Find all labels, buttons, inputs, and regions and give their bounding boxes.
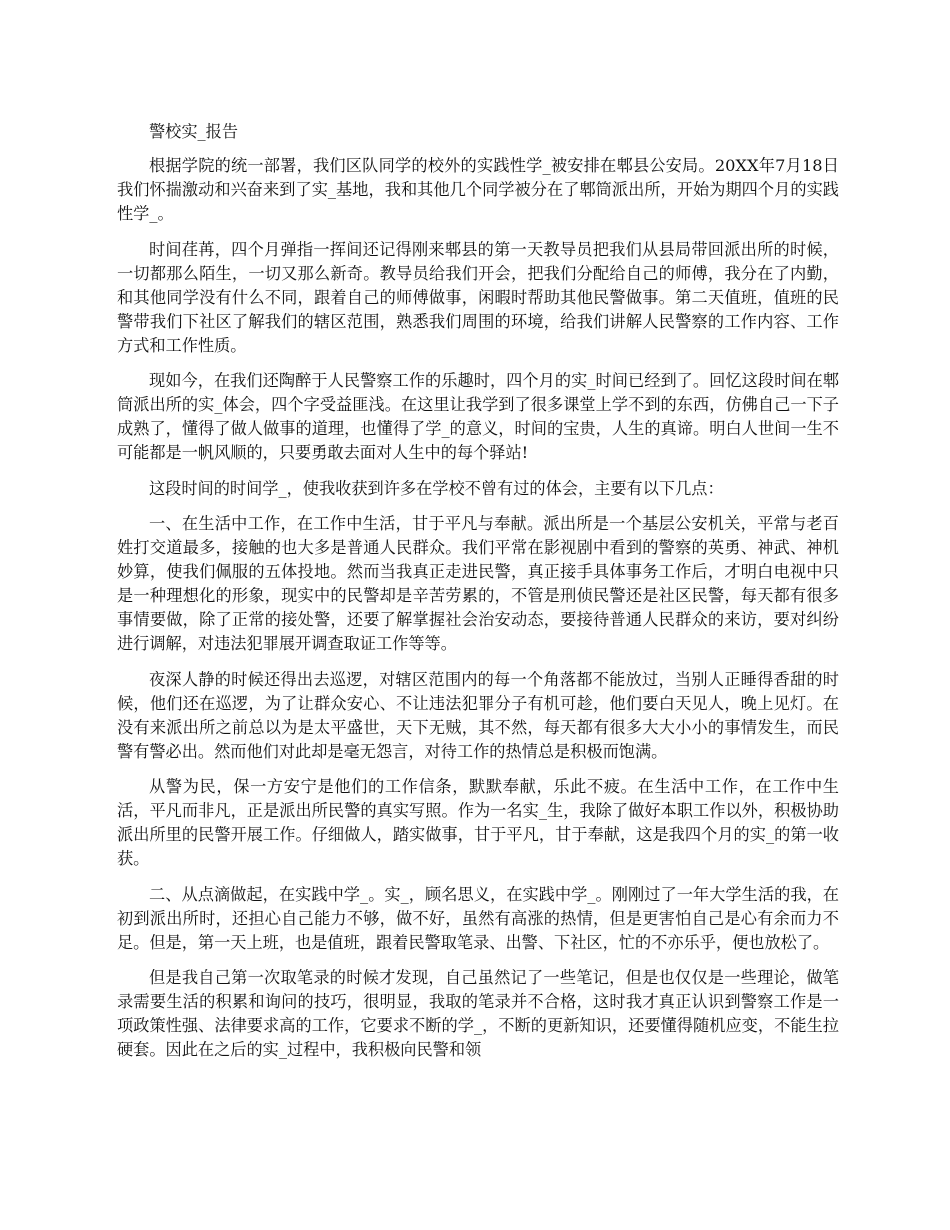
document-title: 警校实_报告 bbox=[149, 122, 239, 141]
paragraph-2: 时间荏苒，四个月弹指一挥间还记得刚来郫县的第一天教导员把我们从县局带回派出所的时候，一切都那么陌生，一切又那么新奇。教导员给我们开会，把我们分配给自己的师傅，我分在了内勤，和其他同学没有什么不同，跟着自己的师傅做事，闲暇时帮助其他民警做事。第二天值班，值班的民警带我们下社区了解我们的辖区范围，熟悉我们周围的环境，给我们讲解人民警察的工作内容、工作方式和工作性质。 bbox=[117, 239, 839, 355]
paragraph-3: 现如今，在我们还陶醉于人民警察工作的乐趣时，四个月的实_时间已经到了。回忆这段时间在郫筒派出所的实_体会，四个字受益匪浅。在这里让我学到了很多课堂上学不到的东西，仿佛自己一下子成熟了，懂得了做人做事的道理，也懂得了学_的意义，时间的宝贵，人生的真谛。明白人世间一生不可能都是一帆风顺的，只要勇敢去面对人生中的每个驿站! bbox=[117, 371, 839, 462]
paragraph-5: 一、在生活中工作，在工作中生活，甘于平凡与奉献。派出所是一个基层公安机关，平常与老百姓打交道最多，接触的也大多是普通人民群众。我们平常在影视剧中看到的警察的英勇、神武、神机妙算，使我们佩服的五体投地。然而当我真正走进民警，真正接手具体事务工作后，才明白电视中只是一种理想化的形象，现实中的民警却是辛苦劳累的，不管是刑侦民警还是社区民警，每天都有很多事情要做，除了正常的接处警，还要了解掌握社会治安动态，要接待普通人民群众的来访，要对纠纷进行调解，对违法犯罪展开调查取证工作等等。 bbox=[117, 514, 839, 653]
paragraph-9: 但是我自己第一次取笔录的时候才发现，自己虽然记了一些笔记，但是也仅仅是一些理论，做笔录需要生活的积累和询问的技巧，很明显，我取的笔录并不合格，这时我才真正认识到警察工作是一项政策性强、法律要求高的工作，它要求不断的学_，不断的更新知识，还要懂得随机应变，不能生拉硬套。因此在之后的实_过程中，我积极向民警和领 bbox=[117, 968, 839, 1059]
paragraph-1: 根据学院的统一部署，我们区队同学的校外的实践性学_被安排在郫县公安局。20XX年7月18日我们怀揣激动和兴奋来到了实_基地，我和其他几个同学被分在了郫筒派出所，开始为期四个月的实践性学_。 bbox=[117, 156, 839, 223]
document-body bbox=[117, 120, 839, 1074]
paragraph-8: 二、从点滴做起，在实践中学_。实_，顾名思义，在实践中学_。刚刚过了一年大学生活的我，在初到派出所时，还担心自己能力不够，做不好，虽然有高涨的热情，但是更害怕自己是心有余而力不足。但是，第一天上班，也是值班，跟着民警取笔录、出警、下社区，忙的不亦乐乎，便也放松了。 bbox=[117, 884, 839, 952]
paragraph-4: 这段时间的时间学_，使我收获到许多在学校不曾有过的体会，主要有以下几点： bbox=[149, 478, 724, 498]
paragraph-6: 夜深人静的时候还得出去巡逻，对辖区范围内的每一个角落都不能放过，当别人正睡得香甜的时候，他们还在巡逻，为了让群众安心、不让违法犯罪分子有机可趁，他们要白天见人，晚上见灯。在没有来派出所之前总以为是太平盛世，天下无贼，其不然，每天都有很多大大小小的事情发生，而民警有警必出。然而他们对此却是毫无怨言，对待工作的热情总是积极而饱满。 bbox=[117, 669, 839, 761]
paragraph-7: 从警为民，保一方安宁是他们的工作信条，默默奉献，乐此不疲。在生活中工作，在工作中生活，平凡而非凡，正是派出所民警的真实写照。作为一名实_生，我除了做好本职工作以外，积极协助派出所里的民警开展工作。仔细做人，踏实做事，甘于平凡，甘于奉献，这是我四个月的实_的第一收获。 bbox=[117, 777, 839, 868]
